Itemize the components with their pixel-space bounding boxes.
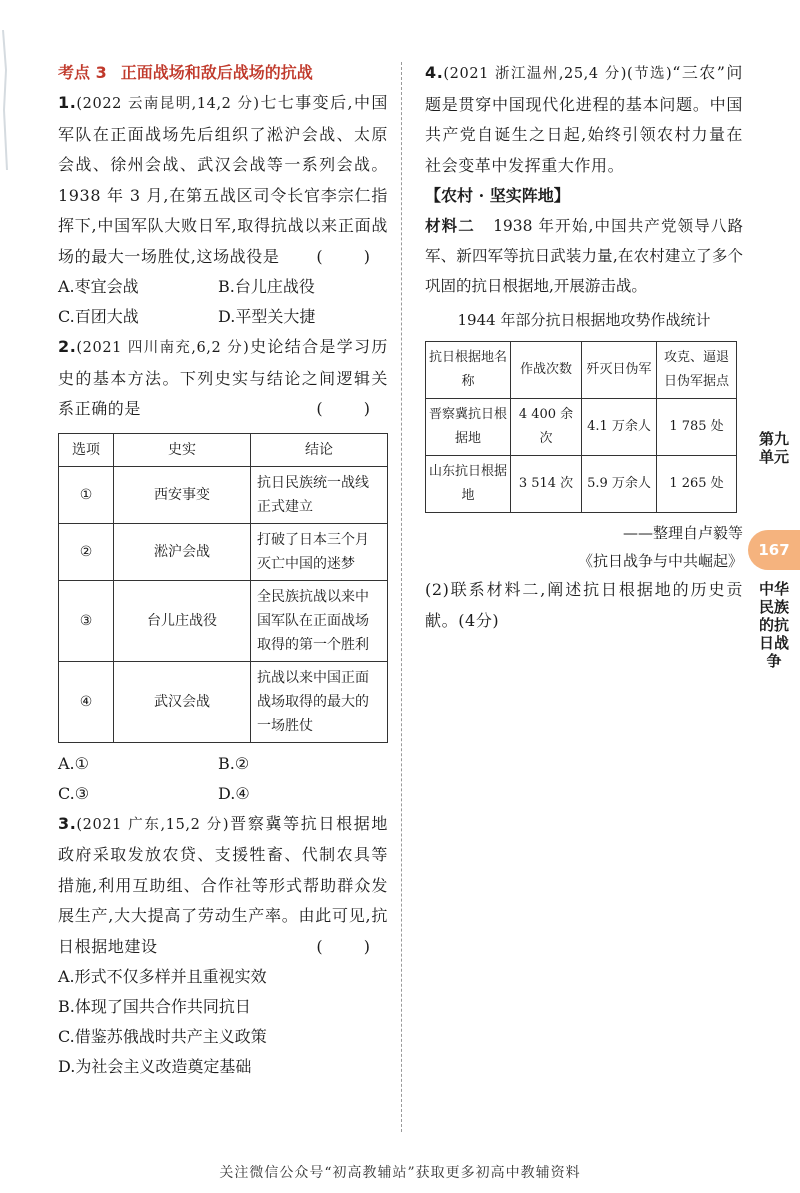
chapter-side-tab	[748, 430, 800, 730]
question-1	[58, 88, 388, 272]
footer-note: 关注微信公众号“初高教辅站”获取更多初高中教辅资料	[219, 1165, 581, 1181]
question-number: 4.	[425, 63, 444, 82]
question-text: “三农”问题是贯穿中国现代化进程的基本问题。中国共产党自诞生之日起,始终引领农村力量在社会变革中发挥重大作用。	[425, 63, 743, 175]
scan-artifact	[0, 30, 14, 170]
table-cell: 4 400 余次	[511, 399, 582, 456]
question-source: (2021 浙江温州,25,4 分)(节选)	[443, 66, 673, 82]
table-row	[426, 399, 737, 456]
table-header: 抗日根据地名称	[426, 342, 511, 399]
table-cell: ②	[59, 523, 114, 580]
table-cell: 1 265 处	[657, 456, 737, 513]
table-cell: 抗战以来中国正面战场取得的最大的一场胜仗	[251, 661, 388, 742]
table-cell: 西安事变	[114, 466, 251, 523]
right-column	[425, 58, 743, 636]
table-header: 攻克、逼退日伪军据点	[657, 342, 737, 399]
table-header: 选项	[59, 433, 114, 466]
q4-table	[425, 341, 737, 513]
table-cell: 武汉会战	[114, 661, 251, 742]
question-source: (2021 广东,15,2 分)	[76, 816, 230, 833]
question-2	[58, 332, 388, 425]
question-source: (2021 四川南充,6,2 分)	[76, 340, 250, 356]
table-cell: 台儿庄战役	[114, 580, 251, 661]
table-cell: 山东抗日根据地	[426, 456, 511, 513]
table-row	[59, 523, 388, 580]
table-cell: 打破了日本三个月灭亡中国的迷梦	[251, 523, 388, 580]
column-divider	[401, 62, 402, 1132]
table-cell: 全民族抗战以来中国军队在正面战场取得的第一个胜利	[251, 580, 388, 661]
table-cell: ④	[59, 661, 114, 742]
option-b[interactable]: B.台儿庄战役	[218, 277, 315, 296]
table-row	[59, 661, 388, 742]
answer-bracket: ( )	[316, 246, 388, 266]
option-b[interactable]: B.体现了国共合作共同抗日	[58, 997, 251, 1016]
option-c[interactable]: C.百团大战	[58, 307, 139, 326]
option-c[interactable]: C.借鉴苏俄战时共产主义政策	[58, 1027, 267, 1046]
left-column	[58, 58, 388, 1082]
material-text: 1938 年开始,中国共产党领导八路军、新四军等抗日武装力量,在农村建立了多个巩固的抗日根据地,开展游击战。	[425, 217, 743, 295]
question-number: 3.	[58, 813, 77, 833]
page-number: 167	[748, 530, 800, 570]
option-b[interactable]: B.②	[218, 753, 250, 773]
section-number: 考点 3	[58, 63, 107, 82]
q1-options	[58, 272, 388, 332]
q3-options	[58, 962, 388, 1082]
section-heading	[58, 58, 388, 88]
question-text: 晋察冀等抗日根据地政府采取发放农贷、支援牲畜、代制农具等措施,利用互助组、合作社等形式帮助群众发展生产,大大提高了劳动生产率。由此可见,抗日根据地建设	[58, 813, 388, 956]
option-a[interactable]: A.枣宜会战	[58, 277, 139, 296]
table-row	[426, 456, 737, 513]
table-cell: 3 514 次	[511, 456, 582, 513]
question-text: 七七事变后,中国军队在正面战场先后组织了淞沪会战、太原会战、徐州会战、武汉会战等一系列会战。1938 年 3 月,在第五战区司令长官李宗仁指挥下,中国军队大败日军,取得抗战以来正面战场的最大一场胜仗,这场战役是	[58, 93, 388, 266]
option-a[interactable]: A.①	[58, 753, 89, 773]
q2-options	[58, 749, 388, 809]
section-title: 正面战场和敌后战场的抗战	[120, 63, 313, 82]
question-number: 2.	[58, 337, 77, 356]
question-text: 史论结合是学习历史的基本方法。下列史实与结论之间逻辑关系正确的是	[58, 337, 388, 418]
table-title: 1944 年部分抗日根据地攻势作战统计	[457, 311, 711, 329]
option-d[interactable]: D.为社会主义改造奠定基础	[58, 1057, 252, 1076]
table-cell: 晋察冀抗日根据地	[426, 399, 511, 456]
question-number: 1.	[58, 93, 77, 112]
table-row	[59, 466, 388, 523]
table-header: 作战次数	[511, 342, 582, 399]
chapter-label: 中华民族的抗日战争	[758, 580, 789, 670]
table-cell: 抗日民族统一战线正式建立	[251, 466, 388, 523]
table-header: 歼灭日伪军	[582, 342, 657, 399]
material-category-label: 【农村 · 坚实阵地】	[425, 186, 570, 205]
question-3	[58, 809, 388, 963]
table-header: 史实	[114, 433, 251, 466]
unit-label: 第九单元	[758, 430, 789, 466]
question-4	[425, 58, 743, 181]
table-cell: 5.9 万余人	[582, 456, 657, 513]
answer-bracket: ( )	[316, 399, 388, 418]
table-row	[59, 580, 388, 661]
table-header: 结论	[251, 433, 388, 466]
option-a[interactable]: A.形式不仅多样并且重视实效	[58, 967, 267, 986]
table-cell: 淞沪会战	[114, 523, 251, 580]
table-header-row	[59, 433, 388, 466]
subquestion-2: (2)联系材料二,阐述抗日根据地的历史贡献。(4分)	[425, 580, 743, 630]
table-cell: 4.1 万余人	[582, 399, 657, 456]
table-cell: ③	[59, 580, 114, 661]
option-d[interactable]: D.平型关大捷	[218, 307, 316, 326]
material-source-author: ——整理自卢毅等	[622, 524, 743, 542]
table-header-row	[426, 342, 737, 399]
option-c[interactable]: C.③	[58, 783, 90, 803]
table-cell: ①	[59, 466, 114, 523]
material-2	[425, 211, 743, 301]
option-d[interactable]: D.④	[218, 783, 250, 803]
material-source-book: 《抗日战争与中共崛起》	[577, 552, 743, 570]
q2-table	[58, 433, 388, 743]
material-heading: 材料二	[425, 216, 475, 235]
table-cell: 1 785 处	[657, 399, 737, 456]
question-source: (2022 云南昆明,14,2 分)	[76, 96, 260, 112]
answer-bracket: ( )	[316, 936, 388, 956]
